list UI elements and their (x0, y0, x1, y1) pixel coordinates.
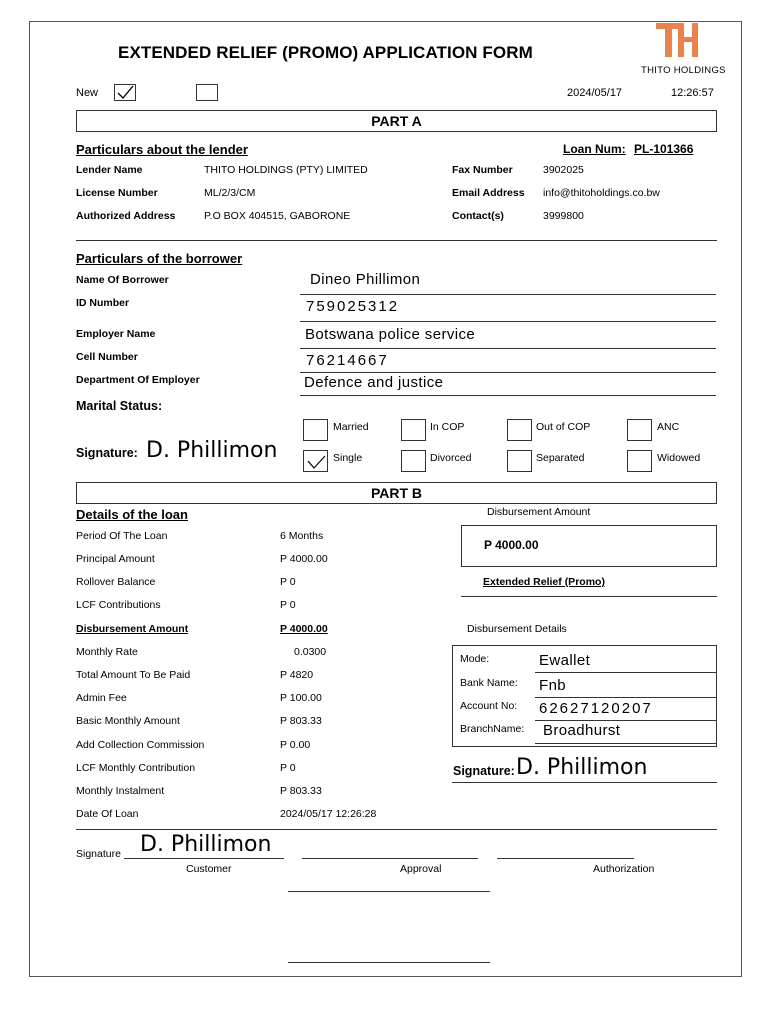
lcf-monthly-label: LCF Monthly Contribution (76, 762, 196, 774)
checkmark-icon (115, 85, 135, 100)
contact: 3999800 (543, 210, 584, 222)
id-number: 759025312 (306, 298, 400, 315)
borrower-name-label: Name Of Borrower (76, 274, 169, 286)
form-date: 2024/05/17 (567, 87, 623, 99)
product-line (461, 596, 717, 597)
married-label: Married (333, 421, 369, 433)
fax: 3902025 (543, 164, 584, 176)
form-title: EXTENDED RELIEF (PROMO) APPLICATION FORM (118, 43, 533, 62)
license-label: License Number (76, 187, 158, 199)
cell-line (300, 372, 716, 373)
form-time: 12:26:57 (671, 87, 714, 99)
authorization-signature-line (497, 858, 634, 859)
cell-label: Cell Number (76, 351, 138, 363)
department-line (300, 395, 716, 396)
divorced-label: Divorced (430, 452, 472, 464)
rollover-label: Rollover Balance (76, 576, 156, 588)
disb-signature: D. Phillimon (516, 755, 648, 780)
lcf-monthly: P 0 (280, 762, 296, 774)
borrower-signature: D. Phillimon (146, 438, 278, 463)
rate-label: Monthly Rate (76, 646, 138, 658)
account-line (535, 720, 717, 721)
disb: P 4000.00 (280, 623, 328, 635)
email: info@thitoholdings.co.bw (543, 187, 660, 199)
collection-label: Add Collection Commission (76, 739, 205, 751)
contact-label: Contact(s) (452, 210, 504, 222)
widowed-checkbox[interactable] (627, 450, 652, 472)
widowed-label: Widowed (657, 452, 701, 464)
mode-label: Mode: (460, 653, 490, 665)
bank-label: Bank Name: (460, 677, 518, 689)
account-label: Account No: (460, 700, 518, 712)
disb-signature-label: Signature: (453, 764, 515, 778)
cell-number: 76214667 (306, 352, 389, 369)
out-of-cop-label: Out of COP (536, 421, 591, 433)
loan-num: PL-101366 (634, 142, 694, 156)
rate: 0.0300 (294, 646, 327, 658)
borrower-section-title: Particulars of the borrower (76, 251, 243, 266)
borrower-signature-label: Signature: (76, 446, 138, 460)
total: P 4820 (280, 669, 314, 681)
new-checkbox[interactable] (114, 84, 136, 101)
loan-date: 2024/05/17 12:26:28 (280, 808, 377, 820)
out-of-cop-checkbox[interactable] (507, 419, 532, 441)
customer-signature: D. Phillimon (140, 832, 272, 857)
branch: Broadhurst (543, 722, 621, 739)
fax-label: Fax Number (452, 164, 513, 176)
period-label: Period Of The Loan (76, 530, 168, 542)
lcf-label: LCF Contributions (76, 599, 161, 611)
basic: P 803.33 (280, 715, 322, 727)
borrower-name: Dineo Phillimon (310, 271, 421, 288)
single-checkbox[interactable] (303, 450, 328, 472)
address: P.O BOX 404515, GABORONE (204, 210, 351, 222)
id-label: ID Number (76, 297, 130, 309)
section-divider (76, 240, 717, 241)
approval-label: Approval (400, 863, 442, 875)
disb-signature-line (452, 782, 717, 783)
existing-checkbox[interactable] (196, 84, 218, 101)
anc-label: ANC (657, 421, 680, 433)
employer-line (300, 348, 716, 349)
rollover: P 0 (280, 576, 296, 588)
lender-name-label: Lender Name (76, 164, 143, 176)
in-cop-checkbox[interactable] (401, 419, 426, 441)
loan-date-label: Date Of Loan (76, 808, 139, 820)
department: Defence and justice (304, 374, 444, 391)
footer-divider (76, 829, 717, 830)
email-label: Email Address (452, 187, 525, 199)
branch-label: BranchName: (460, 723, 525, 735)
account-number: 62627120207 (539, 700, 653, 717)
approval-signature-line (302, 858, 478, 859)
part-b-heading: PART B (76, 482, 717, 504)
principal-label: Principal Amount (76, 553, 155, 565)
disb-label: Disbursement Amount (76, 623, 189, 635)
instalment: P 803.33 (280, 785, 322, 797)
admin: P 100.00 (280, 692, 322, 704)
id-line (300, 321, 716, 322)
employer: Botswana police service (305, 326, 476, 343)
employer-label: Employer Name (76, 328, 156, 340)
basic-label: Basic Monthly Amount (76, 715, 180, 727)
married-checkbox[interactable] (303, 419, 328, 441)
disb-amount-title: Disbursement Amount (487, 506, 591, 518)
bank-line (535, 697, 717, 698)
license: ML/2/3/CM (204, 187, 256, 199)
logo-text: THITO HOLDINGS (641, 65, 726, 76)
bank: Fnb (539, 677, 567, 694)
mode-line (535, 672, 717, 673)
customer-signature-line (124, 858, 284, 859)
borrower-name-line (300, 294, 716, 295)
loan-section-title: Details of the loan (76, 507, 188, 522)
thito-logo-icon (652, 20, 702, 62)
marital-status-label: Marital Status: (76, 399, 163, 413)
separated-checkbox[interactable] (507, 450, 532, 472)
total-label: Total Amount To Be Paid (76, 669, 191, 681)
lender-section-title: Particulars about the lender (76, 142, 248, 157)
part-a-heading: PART A (76, 110, 717, 132)
lender-name: THITO HOLDINGS (PTY) LIMITED (204, 164, 368, 176)
disb-amount-value: P 4000.00 (484, 538, 539, 552)
collection: P 0.00 (280, 739, 311, 751)
disb-details-title: Disbursement Details (467, 623, 567, 635)
customer-label: Customer (186, 863, 232, 875)
department-label: Department Of Employer (76, 374, 200, 386)
principal: P 4000.00 (280, 553, 328, 565)
single-label: Single (333, 452, 363, 464)
loan-num-label: Loan Num: (563, 142, 626, 156)
instalment-label: Monthly Instalment (76, 785, 165, 797)
lcf: P 0 (280, 599, 296, 611)
mode: Ewallet (539, 652, 591, 669)
checkmark-icon (304, 451, 327, 471)
separated-label: Separated (536, 452, 585, 464)
admin-label: Admin Fee (76, 692, 127, 704)
blank-line-2 (288, 962, 490, 963)
anc-checkbox[interactable] (627, 419, 652, 441)
in-cop-label: In COP (430, 421, 465, 433)
divorced-checkbox[interactable] (401, 450, 426, 472)
new-label: New (76, 87, 99, 99)
branch-line (535, 743, 717, 744)
footer-signature-label: Signature (76, 848, 121, 860)
address-label: Authorized Address (76, 210, 176, 222)
blank-line-1 (288, 891, 490, 892)
product-name: Extended Relief (Promo) (483, 576, 605, 588)
period: 6 Months (280, 530, 324, 542)
authorization-label: Authorization (593, 863, 655, 875)
